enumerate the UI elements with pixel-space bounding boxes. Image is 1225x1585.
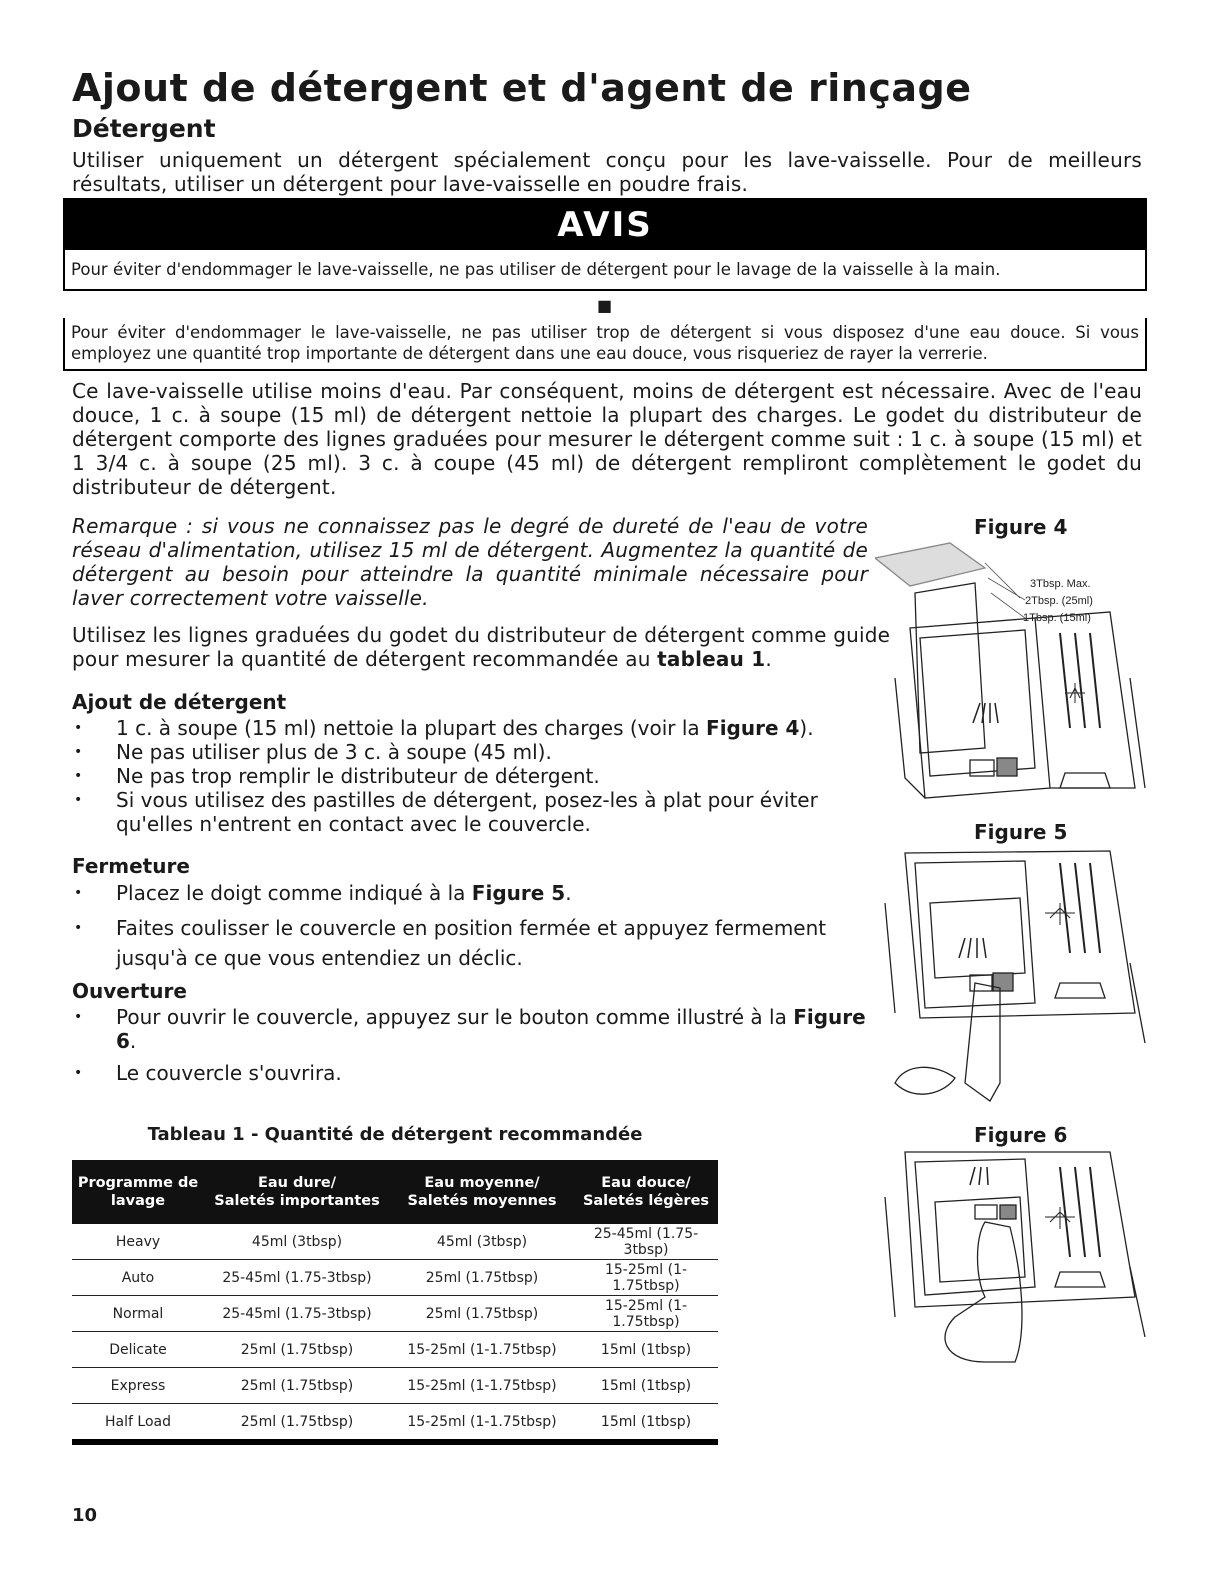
list-item-text: Pour ouvrir le couvercle, appuyez sur le bouton comme illustré à la bbox=[116, 1005, 794, 1029]
table-cell: 25ml (1.75tbsp) bbox=[390, 1296, 574, 1332]
list-item-text: Placez le doigt comme indiqué à la bbox=[116, 881, 472, 905]
table-caption: Tableau 1 - Quantité de détergent recommandée bbox=[147, 1124, 643, 1145]
table-row bbox=[72, 1260, 718, 1296]
guide-table-ref: tableau 1 bbox=[657, 647, 766, 671]
list-item-end: ). bbox=[799, 716, 814, 740]
table-cell: 25-45ml (1.75-3tbsp) bbox=[204, 1296, 390, 1332]
list-item bbox=[72, 881, 872, 905]
figure-4-label: Figure 4 bbox=[974, 515, 1068, 539]
figure-4-dispenser-illustration bbox=[875, 538, 1150, 808]
avis-separator: ■ bbox=[597, 296, 613, 315]
table-cell: 25ml (1.75tbsp) bbox=[204, 1368, 390, 1404]
table-cell: 45ml (3tbsp) bbox=[390, 1224, 574, 1260]
paragraph-less-water: Ce lave-vaisselle utilise moins d'eau. Par conséquent, moins de détergent est nécessaire. Avec de l'eau douce, 1 c. à soupe (15 ml) de détergent nettoie la plupart des charges. Le godet du distributeur de détergent comporte des lignes graduées pour mesurer le détergent comme suit : 1 c. à soupe (15 ml) et 1 3/4 c. à soupe (25 ml). 3 c. à coupe (45 ml) de détergent rempliront complètement le godet du distributeur de détergent. bbox=[72, 379, 1142, 499]
table-header bbox=[574, 1160, 718, 1224]
figure-5-dispenser-illustration bbox=[875, 843, 1150, 1108]
ajout-list bbox=[72, 716, 882, 836]
guide-text: Utilisez les lignes graduées du godet du distributeur de détergent comme guide pour mesurer la quantité de détergent recommandée au bbox=[72, 623, 891, 671]
table-row bbox=[72, 1404, 718, 1443]
avis-line-2: Pour éviter d'endommager le lave-vaisselle, ne pas utiliser trop de détergent si vous disposez d'une eau douce. Si vous employez une quantité trop importante de détergent dans une eau douce, vous risqueriez de rayer la verrerie. bbox=[71, 323, 1139, 363]
table-header bbox=[72, 1160, 204, 1224]
avis-label: AVIS bbox=[65, 200, 1145, 250]
table-cell: Delicate bbox=[72, 1332, 204, 1368]
table-row bbox=[72, 1224, 718, 1260]
table-header-line: Saletés légères bbox=[582, 1193, 710, 1209]
table-cell: 15-25ml (1-1.75tbsp) bbox=[390, 1368, 574, 1404]
section-heading-detergent: Détergent bbox=[72, 114, 216, 143]
table-cell: Heavy bbox=[72, 1224, 204, 1260]
table-cell: Express bbox=[72, 1368, 204, 1404]
table-row bbox=[72, 1332, 718, 1368]
table-cell: 25ml (1.75tbsp) bbox=[390, 1260, 574, 1296]
table-cell: Half Load bbox=[72, 1404, 204, 1443]
list-item-end: . bbox=[565, 881, 572, 905]
table-cell: 15-25ml (1-1.75tbsp) bbox=[390, 1332, 574, 1368]
list-item: • Si vous utilisez des pastilles de détergent, posez-les à plat pour éviter qu'elles n'entrent en contact avec le couvercle. bbox=[72, 788, 856, 836]
detergent-intro: Utiliser uniquement un détergent spécialement conçu pour les lave-vaisselle. Pour de meilleurs résultats, utiliser un détergent pour lave-vaisselle en poudre frais. bbox=[72, 148, 1142, 196]
guide-end: . bbox=[765, 647, 772, 671]
table-cell: 25ml (1.75tbsp) bbox=[204, 1332, 390, 1368]
figure-ref: Figure 4 bbox=[706, 716, 800, 740]
table-cell: Normal bbox=[72, 1296, 204, 1332]
table-row bbox=[72, 1368, 718, 1404]
figure-6-dispenser-illustration bbox=[875, 1147, 1150, 1367]
table-header-line: Eau douce/ bbox=[601, 1175, 691, 1191]
page-number: 10 bbox=[72, 1505, 98, 1526]
figure-5-label: Figure 5 bbox=[974, 820, 1068, 844]
page-title: Ajout de détergent et d'agent de rinçage bbox=[72, 66, 972, 110]
avis-line-1: Pour éviter d'endommager le lave-vaisselle, ne pas utiliser de détergent pour le lavage de la vaisselle à la main. bbox=[71, 260, 1001, 279]
guide-paragraph bbox=[72, 623, 920, 671]
table-header bbox=[390, 1160, 574, 1224]
table-cell: 15-25ml (1-1.75tbsp) bbox=[390, 1404, 574, 1443]
heading-ajout: Ajout de détergent bbox=[72, 690, 287, 714]
ouverture-list bbox=[72, 1005, 892, 1085]
figure-6-label: Figure 6 bbox=[974, 1123, 1068, 1147]
fig4-mark-1tbsp: 1Tbsp. (15ml) bbox=[1023, 612, 1091, 624]
list-item: • Faites coulisser le couvercle en position fermée et appuyez fermement jusqu'à ce que vous entendiez un déclic. bbox=[72, 913, 876, 973]
heading-fermeture: Fermeture bbox=[72, 854, 190, 878]
list-item-end: . bbox=[129, 1029, 137, 1053]
list-item bbox=[72, 716, 882, 740]
table-row bbox=[72, 1296, 718, 1332]
table-header bbox=[204, 1160, 390, 1224]
table-header-line: Saletés importantes bbox=[214, 1193, 380, 1209]
table-header-line: Eau moyenne/ bbox=[424, 1175, 540, 1191]
table-header-line: Saletés moyennes bbox=[407, 1193, 557, 1209]
table-cell: Auto bbox=[72, 1260, 204, 1296]
table-cell: 15ml (1tbsp) bbox=[574, 1368, 718, 1404]
detergent-table bbox=[72, 1160, 718, 1445]
remarque-note: Remarque : si vous ne connaissez pas le degré de dureté de l'eau de votre réseau d'alimentation, utilisez 15 ml de détergent. Augmentez la quantité de détergent au besoin pour atteindre la quantité minimale nécessaire pour laver correctement votre vaisselle. bbox=[72, 514, 868, 610]
table-cell: 25ml (1.75tbsp) bbox=[204, 1404, 390, 1443]
fermeture-list bbox=[72, 881, 872, 973]
table-cell: 25-45ml (1.75-3tbsp) bbox=[574, 1224, 718, 1260]
list-item bbox=[72, 1005, 892, 1053]
list-item-text: 1 c. à soupe (15 ml) nettoie la plupart des charges (voir la bbox=[116, 716, 707, 740]
figure-ref: Figure 6 bbox=[116, 1005, 866, 1053]
list-item: • Ne pas utiliser plus de 3 c. à soupe (45 ml). bbox=[72, 740, 882, 764]
table-cell: 25-45ml (1.75-3tbsp) bbox=[204, 1260, 390, 1296]
table-header-line: lavage bbox=[110, 1193, 166, 1209]
avis-notice-box bbox=[63, 198, 1147, 291]
table-cell: 15ml (1tbsp) bbox=[574, 1332, 718, 1368]
table-header-line: Programme de bbox=[77, 1175, 199, 1191]
table-cell: 15-25ml (1-1.75tbsp) bbox=[574, 1296, 718, 1332]
heading-ouverture: Ouverture bbox=[72, 979, 187, 1003]
figure-ref: Figure 5 bbox=[471, 881, 566, 905]
fig4-mark-2tbsp: 2Tbsp. (25ml) bbox=[1025, 595, 1093, 607]
list-item: • Ne pas trop remplir le distributeur de détergent. bbox=[72, 764, 882, 788]
table-cell: 15ml (1tbsp) bbox=[574, 1404, 718, 1443]
list-item: • Le couvercle s'ouvrira. bbox=[72, 1061, 892, 1085]
avis-notice-box-2 bbox=[63, 318, 1147, 371]
table-cell: 45ml (3tbsp) bbox=[204, 1224, 390, 1260]
fig4-mark-3tbsp: 3Tbsp. Max. bbox=[1030, 578, 1091, 590]
table-header-line: Eau dure/ bbox=[257, 1175, 337, 1191]
table-cell: 15-25ml (1-1.75tbsp) bbox=[574, 1260, 718, 1296]
